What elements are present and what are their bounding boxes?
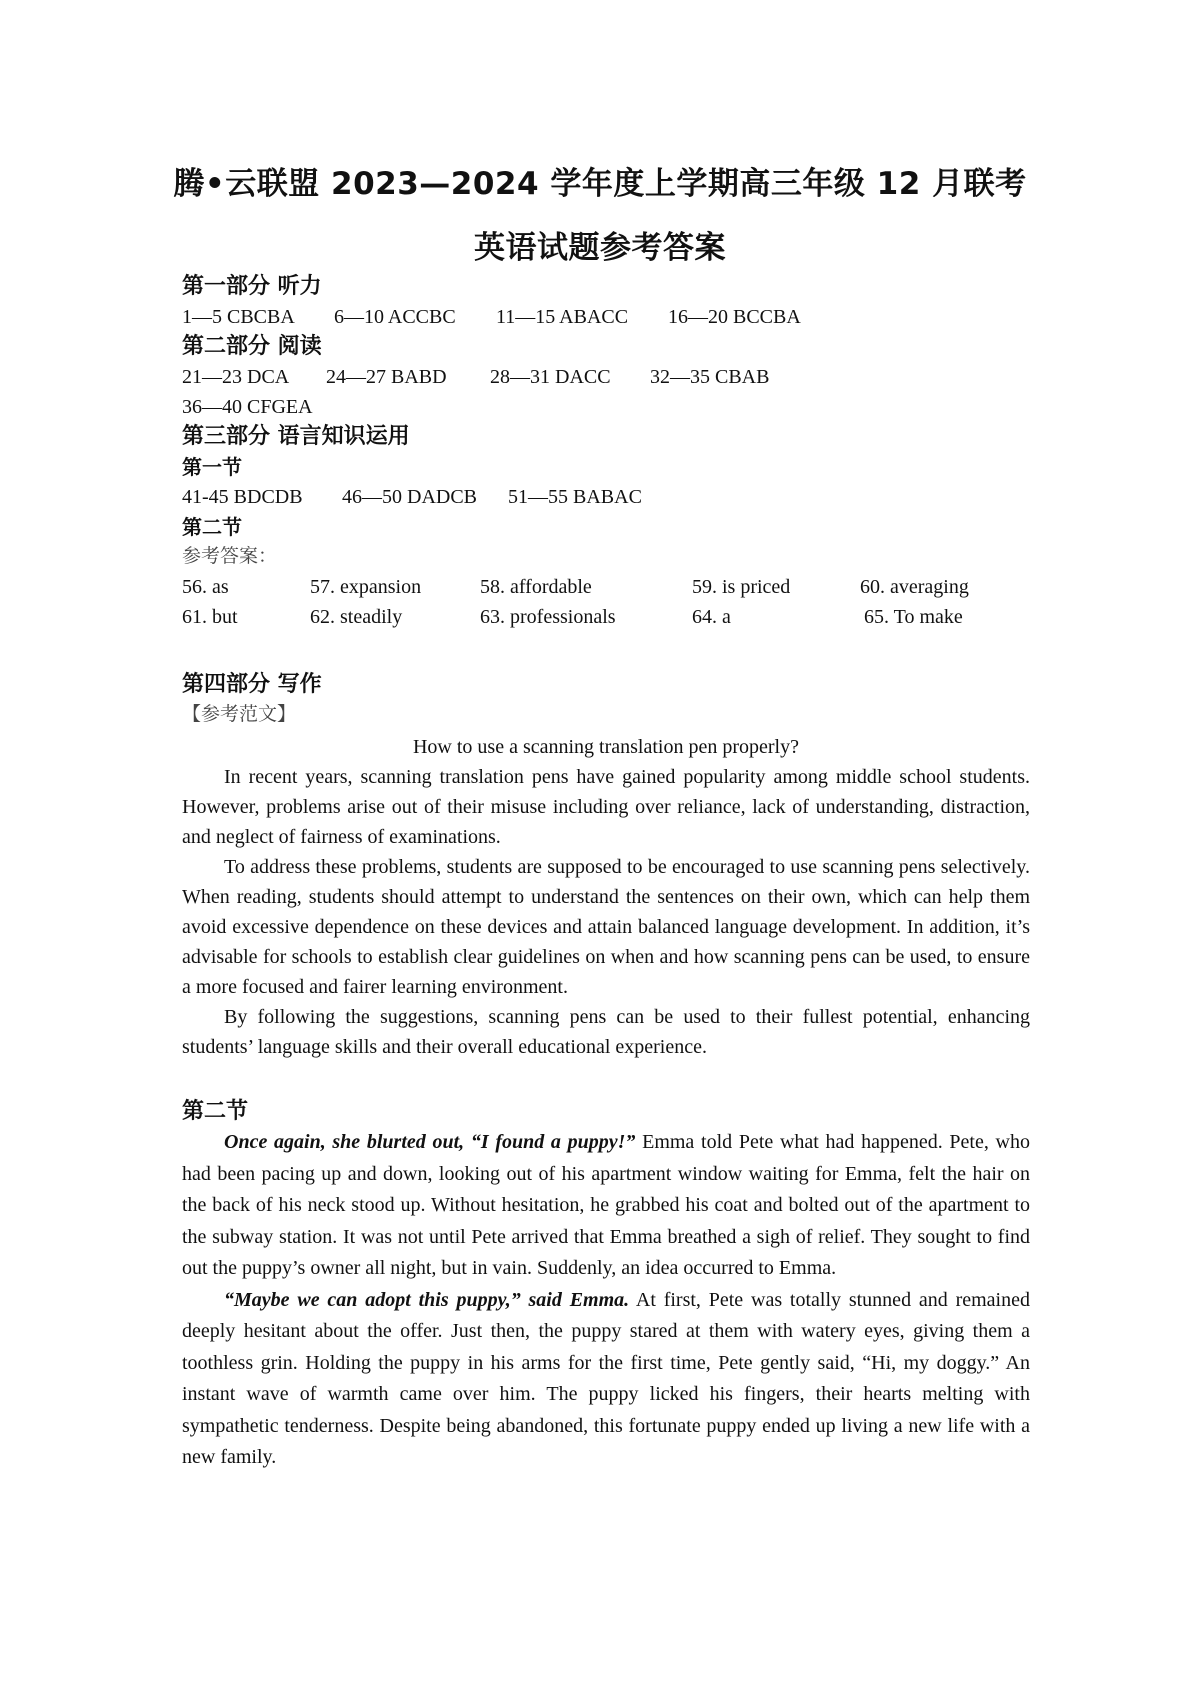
part4-heading: 第四部分 写作 <box>182 672 322 697</box>
continuation-section <box>182 1097 1030 1474</box>
part2-heading: 第二部分 阅读 <box>182 334 322 359</box>
part1-heading: 第一部分 听力 <box>182 274 322 299</box>
document-title: 腾•云联盟 2023—2024 学年度上学期高三年级 12 月联考 <box>173 166 1027 202</box>
part2-answers-row2 <box>182 392 1030 422</box>
document-subtitle: 英语试题参考答案 <box>474 230 726 266</box>
answer-item: 62. steadily <box>310 606 403 628</box>
answer-item: 63. professionals <box>480 606 616 628</box>
answer-item: 60. averaging <box>860 576 969 598</box>
reference-answer-label: 参考答案： <box>182 546 278 567</box>
paragraph-body: At first, Pete was totally stunned and remained deeply hesitant about the offer. Just then, the puppy stared at them with watery eyes, giving them a toothless grin. Holding the puppy in his arms for the first time, Pete gently said, “Hi, my doggy.” An instant wave of warmth came over him. The puppy licked his fingers, their hearts melting with sympathetic tenderness. Despite being abandoned, this fortunate puppy ended up living a new life with a new family. <box>182 1288 1030 1468</box>
writing-section <box>182 670 1030 1062</box>
answer-group: 6—10 ACCBC <box>334 306 456 328</box>
part1-answers <box>182 302 1030 332</box>
answer-section <box>182 272 1030 632</box>
answer-group: 11—15 ABACC <box>496 306 629 328</box>
sample-essay-label: 【参考范文】 <box>182 704 297 725</box>
answer-group: 51—55 BABAC <box>508 486 642 508</box>
part3-section2-answers <box>182 572 1030 632</box>
part2-answers-row1 <box>182 362 1030 392</box>
answer-group: 16—20 BCCBA <box>668 306 801 328</box>
answer-item: 57. expansion <box>310 576 422 598</box>
paragraph-lead: Once again, she blurted out, “I found a puppy!” <box>224 1131 636 1153</box>
part3-section2-heading: 第二节 <box>182 515 242 539</box>
answer-group: 32—35 CBAB <box>650 366 770 388</box>
answer-item: 65. To make <box>864 606 963 628</box>
essay-paragraph: To address these problems, students are supposed to be encouraged to use scanning pens selectively. When reading, students should attempt to understand the sentences on their own, which can help them avoid excessive dependence on these devices and attain balanced language development. In addition, it’s advisable for schools to establish clear guidelines on when and how scanning pens can be used, to ensure a more focused and fairer learning environment. <box>182 856 1030 998</box>
answer-group: 36—40 CFGEA <box>182 396 313 418</box>
part3-section1-answers <box>182 482 1030 512</box>
part4-section2-heading: 第二节 <box>182 1099 249 1124</box>
paragraph-lead: “Maybe we can adopt this puppy,” said Emma. <box>224 1288 630 1311</box>
answer-item: 61. but <box>182 606 238 628</box>
answer-group: 41-45 BDCDB <box>182 486 303 508</box>
answer-item: 64. a <box>692 606 731 628</box>
answer-item: 58. affordable <box>480 576 592 598</box>
story-paragraph <box>182 1285 1030 1474</box>
part3-heading: 第三部分 语言知识运用 <box>182 424 410 449</box>
answer-group: 21—23 DCA <box>182 366 290 388</box>
part3-section1-heading: 第一节 <box>182 455 242 479</box>
answer-item: 59. is priced <box>692 576 791 598</box>
essay-title: How to use a scanning translation pen properly? <box>412 736 799 758</box>
story-paragraph <box>182 1127 1030 1285</box>
answer-group: 1—5 CBCBA <box>182 306 295 328</box>
answer-item: 56. as <box>182 576 229 598</box>
answer-group: 28—31 DACC <box>490 366 611 388</box>
answer-group: 24—27 BABD <box>326 366 447 388</box>
essay-paragraph: By following the suggestions, scanning pens can be used to their fullest potential, enhancing students’ language skills and their overall educational experience. <box>182 1006 1030 1058</box>
essay-paragraph: In recent years, scanning translation pens have gained popularity among middle school students. However, problems arise out of their misuse including over reliance, lack of understanding, distraction, and neglect of fairness of examinations. <box>182 766 1030 848</box>
answer-group: 46—50 DADCB <box>342 486 478 508</box>
paragraph-body: Emma told Pete what had happened. Pete, who had been pacing up and down, looking out of his apartment window waiting for Emma, felt the hair on the back of his neck stood up. Without hesitation, he grabbed his coat and bolted out of the apartment to the subway station. It was not until Pete arrived that Emma breathed a sigh of relief. They sought to find out the puppy’s owner all night, but in vain. Suddenly, an idea occurred to Emma. <box>182 1131 1030 1279</box>
